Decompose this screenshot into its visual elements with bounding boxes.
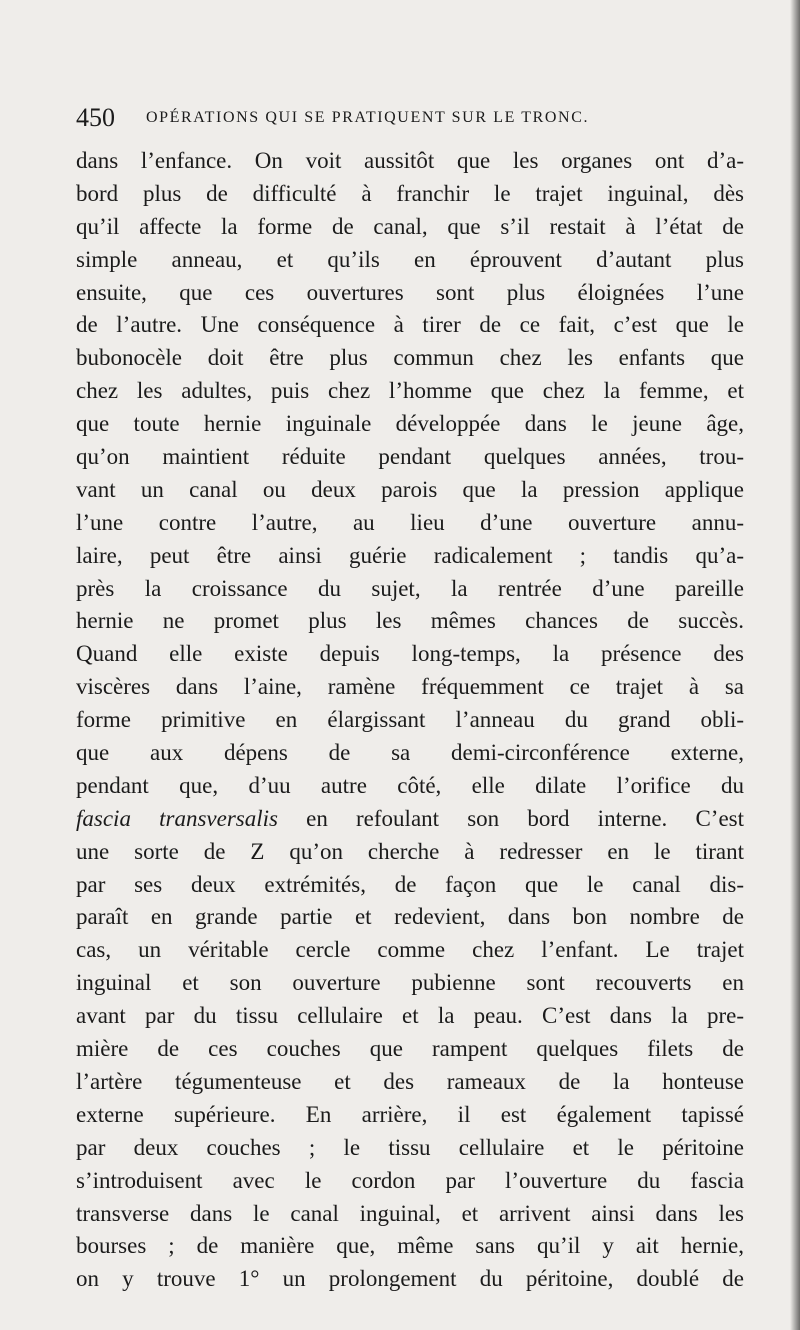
text-line: cas, un véritable cercle comme chez l’enfant. Le trajet — [76, 937, 744, 963]
text-line: l’artère tégumenteuse et des rameaux de la honteuse — [76, 1068, 744, 1094]
text-line: simple anneau, et qu’ils en éprouvent d’autant plus — [76, 246, 744, 272]
text-line: dans l’enfance. On voit aussitôt que les organes ont d’a- — [76, 148, 744, 173]
text-line: bord plus de difficulté à franchir le trajet inguinal, dès — [76, 180, 744, 206]
text-line: pendant que, d’uu autre côté, elle dilate l’orifice du — [76, 772, 744, 798]
text-line: l’une contre l’autre, au lieu d’une ouverture annu- — [76, 509, 744, 535]
text-line: que toute hernie inguinale développée dans le jeune âge, — [76, 411, 744, 437]
text-line: forme primitive en élargissant l’anneau du grand obli- — [76, 707, 744, 733]
text-line: de l’autre. Une conséquence à tirer de ce fait, c’est que le — [76, 312, 744, 338]
text-line: s’introduisent avec le cordon par l’ouverture du fascia — [76, 1167, 744, 1193]
text-line: bubonocèle doit être plus commun chez les enfants que — [76, 345, 744, 371]
text-line: Quand elle existe depuis long-temps, la présence des — [76, 641, 744, 667]
page-header — [76, 100, 744, 136]
text-line: inguinal et son ouverture pubienne sont recouverts en — [76, 970, 744, 996]
text-line: près la croissance du sujet, la rentrée d’une pareille — [76, 575, 744, 601]
italic-term: fascia transversalis — [76, 805, 278, 831]
body-text — [76, 145, 744, 1296]
page-number: 450 — [76, 103, 115, 132]
text-line: bourses ; de manière que, même sans qu’il y ait hernie, — [76, 1233, 744, 1259]
text-line: laire, peut être ainsi guérie radicalement ; tandis qu’a- — [76, 542, 744, 568]
text-line: avant par du tissu cellulaire et la peau. C’est dans la pre- — [76, 1003, 744, 1029]
text-line: transverse dans le canal inguinal, et arrivent ainsi dans les — [76, 1200, 744, 1226]
text-line: paraît en grande partie et redevient, dans bon nombre de — [76, 904, 744, 930]
text-line: externe supérieure. En arrière, il est également tapissé — [76, 1101, 744, 1127]
italic-line-rest: en refoulant son bord interne. C’est — [277, 805, 745, 831]
text-line-italic — [76, 803, 744, 836]
text-line: une sorte de Z qu’on cherche à redresser en le tirant — [76, 838, 744, 864]
text-line: que aux dépens de sa demi-circonférence externe, — [76, 740, 744, 766]
text-line: chez les adultes, puis chez l’homme que chez la femme, et — [76, 378, 744, 404]
text-line: qu’il affecte la forme de canal, que s’il restait à l’état de — [76, 213, 744, 239]
text-line: par deux couches ; le tissu cellulaire et le péritoine — [76, 1134, 744, 1160]
text-line: qu’on maintient réduite pendant quelques années, trou- — [76, 444, 744, 470]
page-edge-shadow — [790, 0, 800, 1330]
text-line: mière de ces couches que rampent quelques filets de — [76, 1036, 744, 1062]
text-line: on y trouve 1° un prolongement du péritoine, doublé de — [76, 1266, 744, 1292]
text-line: par ses deux extrémités, de façon que le canal dis- — [76, 871, 744, 897]
running-head: OPÉRATIONS QUI SE PRATIQUENT SUR LE TRONC. — [146, 109, 590, 126]
text-line: hernie ne promet plus les mêmes chances de succès. — [76, 608, 744, 634]
text-line: viscères dans l’aine, ramène fréquemment ce trajet à sa — [76, 674, 744, 700]
text-line: vant un canal ou deux parois que la pression applique — [76, 476, 744, 502]
text-line: ensuite, que ces ouvertures sont plus éloignées l’une — [76, 279, 744, 305]
